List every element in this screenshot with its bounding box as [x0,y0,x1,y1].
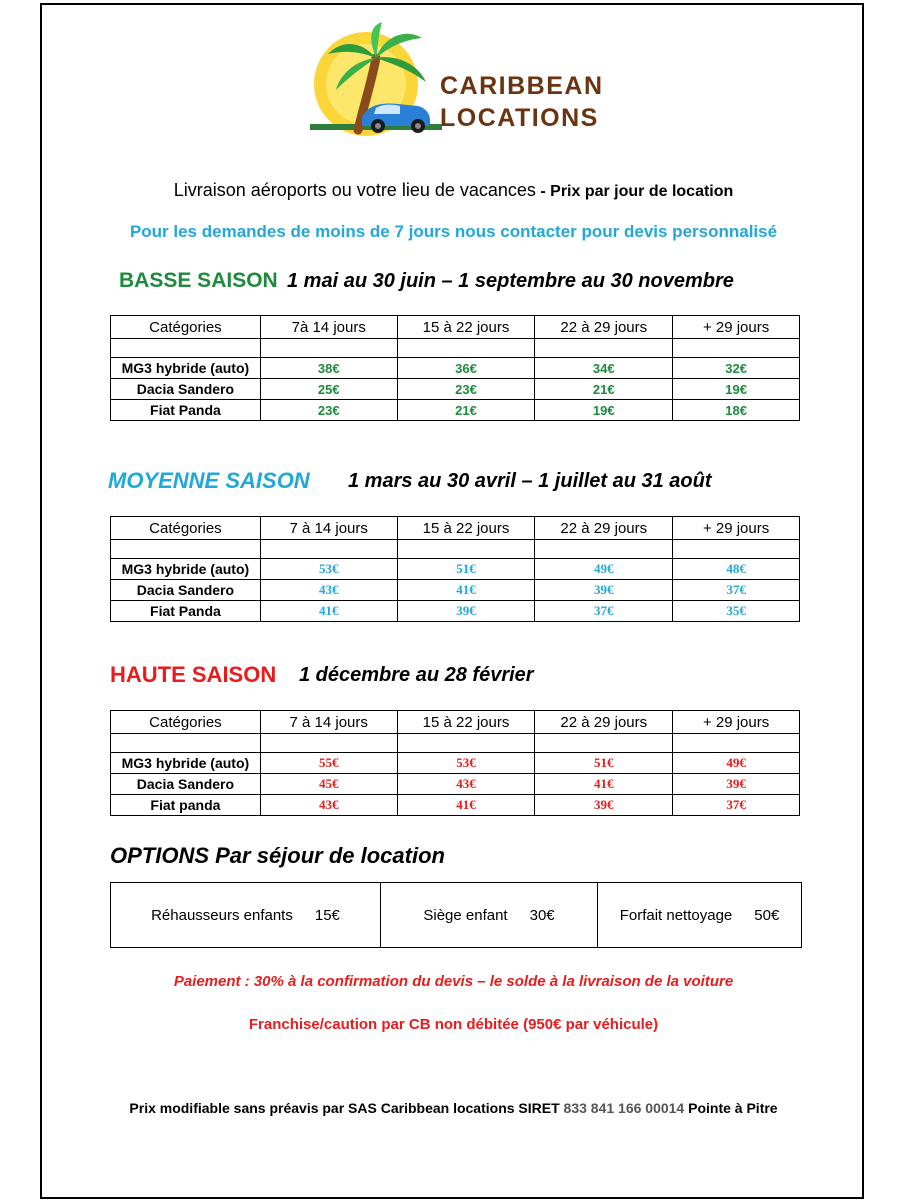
option-child-seat [381,883,598,947]
options-table [110,882,802,948]
price-cell: 18€ [673,400,800,421]
column-header: 15 à 22 jours [397,316,535,339]
payment-note: Paiement : 30% à la confirmation du devis – le solde à la livraison de la voiture [173,973,734,990]
option-label: Réhausseurs enfants [151,906,293,924]
price-cell: 53€ [397,753,535,774]
price-cell: 37€ [535,601,673,622]
table-spacer-row [111,339,800,358]
mid-season-table [110,516,800,622]
category-cell: MG3 hybride (auto) [111,753,261,774]
column-header: Catégories [111,316,261,339]
price-cell: 21€ [397,400,535,421]
column-header: 15 à 22 jours [397,517,535,540]
intro-line-1 [0,180,907,201]
column-header: 15 à 22 jours [397,711,535,734]
high-season-range: 1 décembre au 28 février [299,664,534,686]
price-cell: 35€ [673,601,800,622]
price-cell: 21€ [535,379,673,400]
column-header: + 29 jours [673,316,800,339]
table-row [111,774,800,795]
low-season-range: 1 mai au 30 juin – 1 septembre au 30 novembre [287,270,734,292]
column-header: 7 à 14 jours [260,517,397,540]
footer-siret: 833 841 166 00014 [563,1100,685,1116]
category-cell: Fiat Panda [111,400,261,421]
price-cell: 25€ [260,379,397,400]
table-header-row [111,711,800,734]
price-cell: 37€ [673,580,800,601]
footer [0,1100,907,1116]
price-cell: 49€ [673,753,800,774]
option-price: 50€ [754,906,780,924]
category-cell: Fiat panda [111,795,261,816]
table-row [111,559,800,580]
column-header: 7à 14 jours [260,316,397,339]
mid-season-title: MOYENNE SAISON [108,468,310,493]
price-cell: 39€ [673,774,800,795]
price-cell: 51€ [535,753,673,774]
price-cell: 39€ [397,601,535,622]
table-row [111,400,800,421]
table-row [111,795,800,816]
intro-main: Livraison aéroports ou votre lieu de vacances [173,180,536,200]
option-price: 30€ [529,906,555,924]
price-cell: 43€ [397,774,535,795]
price-cell: 38€ [260,358,397,379]
table-row [111,601,800,622]
price-cell: 49€ [535,559,673,580]
price-cell: 41€ [397,580,535,601]
table-header-row [111,517,800,540]
option-label: Forfait nettoyage [619,906,733,924]
price-cell: 41€ [260,601,397,622]
column-header: Catégories [111,517,261,540]
high-season-title: HAUTE SAISON [110,662,277,687]
price-cell: 34€ [535,358,673,379]
palm-car-icon [306,20,446,145]
price-cell: 23€ [260,400,397,421]
column-header: + 29 jours [673,517,800,540]
column-header: + 29 jours [673,711,800,734]
price-cell: 43€ [260,580,397,601]
price-cell: 55€ [260,753,397,774]
brand-line-2: LOCATIONS [440,104,599,132]
price-cell: 36€ [397,358,535,379]
category-cell: MG3 hybride (auto) [111,358,261,379]
column-header: 22 à 29 jours [535,517,673,540]
caribbean-locations-logo [306,20,616,145]
column-header: 22 à 29 jours [535,711,673,734]
price-cell: 39€ [535,795,673,816]
price-cell: 37€ [673,795,800,816]
deposit-note: Franchise/caution par CB non débitée (950€ par véhicule) [248,1016,659,1033]
category-cell: Fiat Panda [111,601,261,622]
low-season-table [110,315,800,421]
options-title: OPTIONS Par séjour de location [110,843,445,868]
footer-main: Prix modifiable sans préavis par SAS Caribbean locations SIRET [129,1100,564,1116]
intro-suffix: - Prix par jour de location [535,183,734,200]
footer-place: Pointe à Pitre [684,1100,778,1116]
table-spacer-row [111,540,800,559]
column-header: 22 à 29 jours [535,316,673,339]
option-label: Siège enfant [423,906,508,924]
price-cell: 53€ [260,559,397,580]
intro-line-2: Pour les demandes de moins de 7 jours nous contacter pour devis personnalisé [129,222,778,241]
table-row [111,358,800,379]
option-booster-seat [111,883,381,947]
price-cell: 51€ [397,559,535,580]
category-cell: MG3 hybride (auto) [111,559,261,580]
category-cell: Dacia Sandero [111,774,261,795]
column-header: 7 à 14 jours [260,711,397,734]
price-cell: 41€ [397,795,535,816]
brand-line-1: CARIBBEAN [440,72,604,100]
table-row [111,753,800,774]
low-season-title: BASSE SAISON [119,269,278,292]
price-cell: 23€ [397,379,535,400]
category-cell: Dacia Sandero [111,379,261,400]
column-header: Catégories [111,711,261,734]
high-season-table [110,710,800,816]
table-header-row [111,316,800,339]
mid-season-range: 1 mars au 30 avril – 1 juillet au 31 août [348,470,712,492]
price-cell: 39€ [535,580,673,601]
table-spacer-row [111,734,800,753]
option-cleaning [598,883,801,947]
table-row [111,379,800,400]
option-price: 15€ [314,906,340,924]
price-cell: 43€ [260,795,397,816]
price-cell: 41€ [535,774,673,795]
price-cell: 45€ [260,774,397,795]
table-row [111,580,800,601]
price-cell: 19€ [673,379,800,400]
price-cell: 32€ [673,358,800,379]
price-cell: 48€ [673,559,800,580]
price-cell: 19€ [535,400,673,421]
category-cell: Dacia Sandero [111,580,261,601]
